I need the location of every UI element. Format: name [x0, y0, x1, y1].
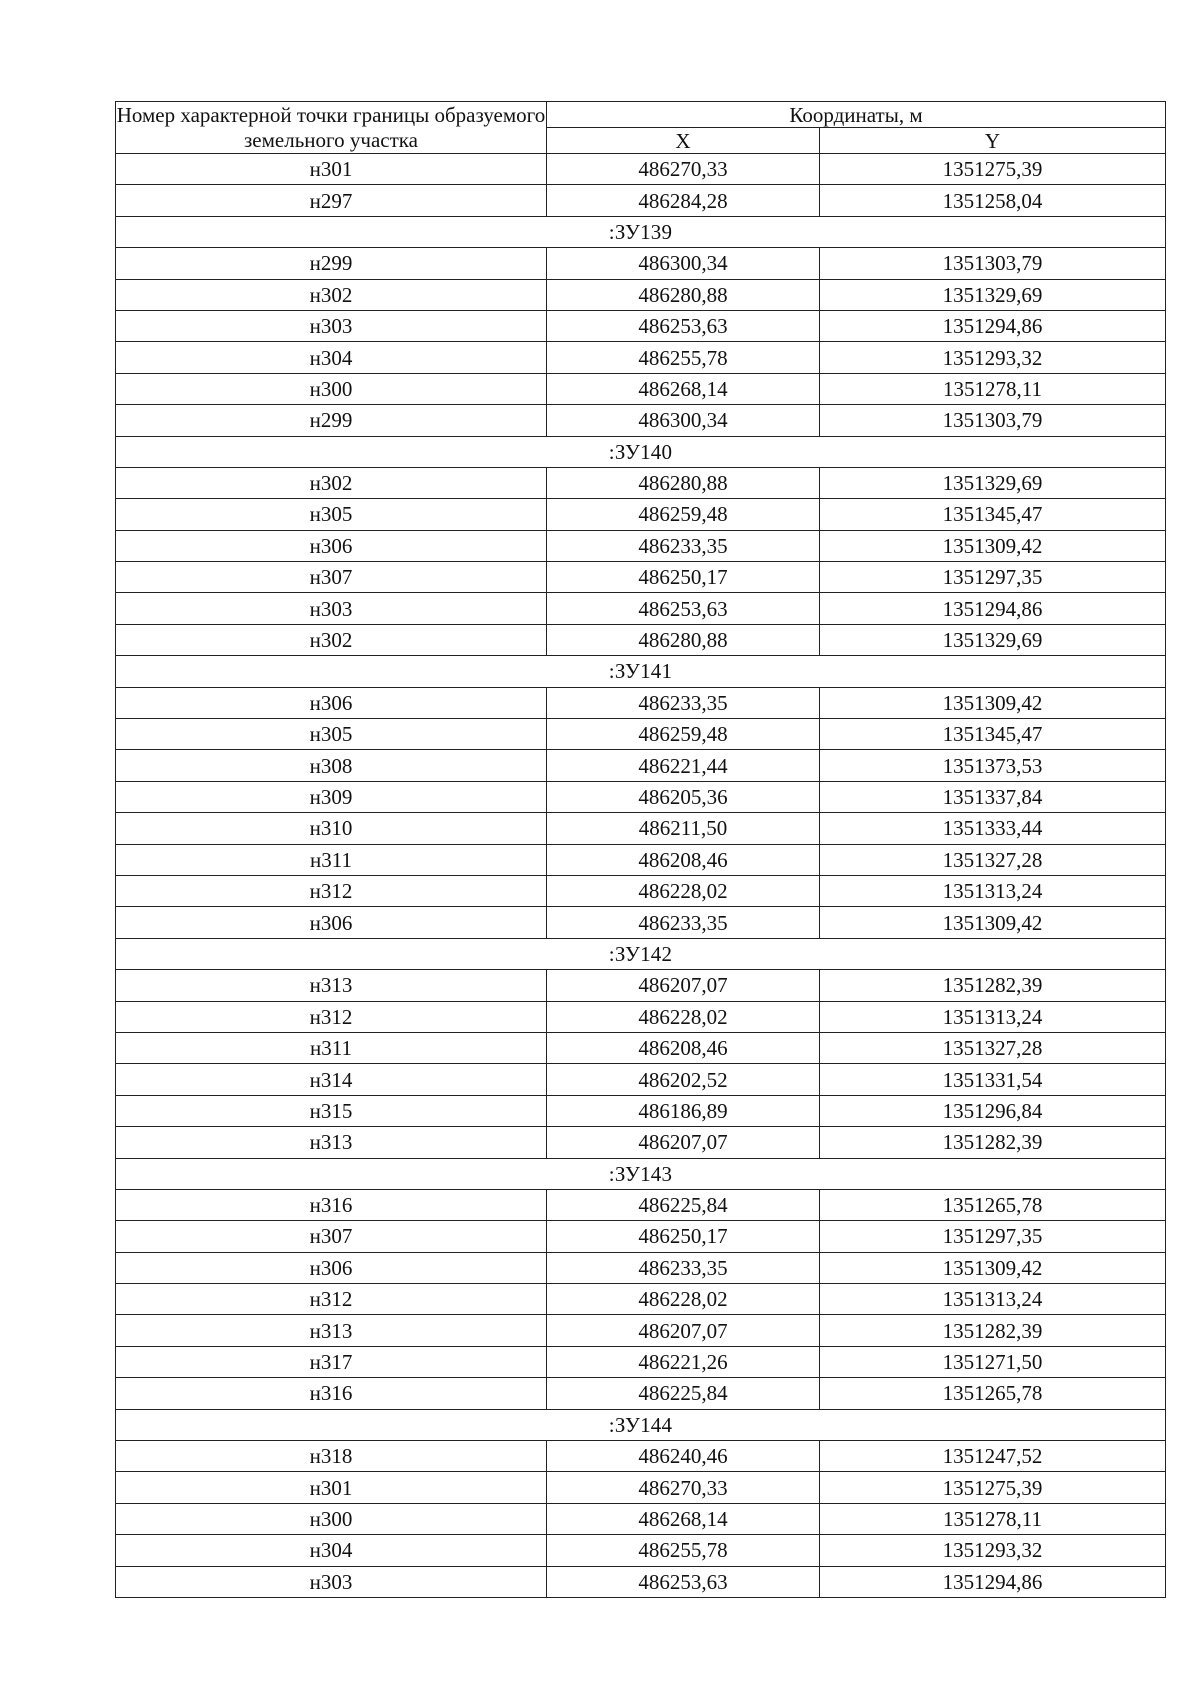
x-coordinate-cell: 486205,36	[547, 781, 820, 812]
table-row	[116, 185, 1166, 216]
table-row	[116, 1346, 1166, 1377]
y-coordinate-cell: 1351337,84	[820, 781, 1166, 812]
y-coordinate-cell: 1351296,84	[820, 1095, 1166, 1126]
x-coordinate-cell: 486268,14	[547, 1503, 820, 1534]
y-coordinate-cell: 1351309,42	[820, 907, 1166, 938]
y-coordinate-cell: 1351297,35	[820, 1221, 1166, 1252]
y-coordinate-cell: 1351309,42	[820, 1252, 1166, 1283]
y-header: Y	[820, 128, 1166, 154]
point-number-cell: н300	[116, 373, 547, 404]
x-coordinate-cell: 486207,07	[547, 1127, 820, 1158]
x-coordinate-cell: 486250,17	[547, 562, 820, 593]
point-number-cell: н314	[116, 1064, 547, 1095]
table-row	[116, 467, 1166, 498]
table-row	[116, 1189, 1166, 1220]
table-row	[116, 1535, 1166, 1566]
x-coordinate-cell: 486300,34	[547, 248, 820, 279]
section-label: :ЗУ143	[116, 1158, 1166, 1189]
y-coordinate-cell: 1351313,24	[820, 1001, 1166, 1032]
table-row	[116, 1284, 1166, 1315]
table-row	[116, 719, 1166, 750]
section-label: :ЗУ141	[116, 656, 1166, 687]
table-row	[116, 1221, 1166, 1252]
x-coordinate-cell: 486284,28	[547, 185, 820, 216]
point-number-cell: н299	[116, 405, 547, 436]
y-coordinate-cell: 1351294,86	[820, 1566, 1166, 1597]
x-coordinate-cell: 486240,46	[547, 1441, 820, 1472]
x-coordinate-cell: 486228,02	[547, 1001, 820, 1032]
point-number-cell: н307	[116, 562, 547, 593]
point-number-cell: н302	[116, 624, 547, 655]
y-coordinate-cell: 1351265,78	[820, 1378, 1166, 1409]
table-row	[116, 342, 1166, 373]
x-coordinate-cell: 486207,07	[547, 1315, 820, 1346]
table-row	[116, 279, 1166, 310]
section-row	[116, 436, 1166, 467]
table-row	[116, 1064, 1166, 1095]
x-coordinate-cell: 486259,48	[547, 719, 820, 750]
x-coordinate-cell: 486255,78	[547, 1535, 820, 1566]
table-header	[116, 102, 1166, 154]
section-row	[116, 216, 1166, 247]
point-number-cell: н297	[116, 185, 547, 216]
table-row	[116, 687, 1166, 718]
y-coordinate-cell: 1351331,54	[820, 1064, 1166, 1095]
table-row	[116, 310, 1166, 341]
table-row	[116, 248, 1166, 279]
point-number-cell: н306	[116, 1252, 547, 1283]
y-coordinate-cell: 1351303,79	[820, 248, 1166, 279]
y-coordinate-cell: 1351282,39	[820, 970, 1166, 1001]
y-coordinate-cell: 1351282,39	[820, 1127, 1166, 1158]
table-row	[116, 593, 1166, 624]
y-coordinate-cell: 1351293,32	[820, 1535, 1166, 1566]
y-coordinate-cell: 1351329,69	[820, 467, 1166, 498]
y-coordinate-cell: 1351313,24	[820, 1284, 1166, 1315]
x-coordinate-cell: 486221,26	[547, 1346, 820, 1377]
point-number-header: Номер характерной точки границы образуемого земельного участка	[116, 103, 546, 152]
point-number-cell: н299	[116, 248, 547, 279]
y-coordinate-cell: 1351282,39	[820, 1315, 1166, 1346]
x-coordinate-cell: 486233,35	[547, 1252, 820, 1283]
table-row	[116, 1378, 1166, 1409]
point-number-cell: н300	[116, 1503, 547, 1534]
y-coordinate-cell: 1351275,39	[820, 154, 1166, 185]
point-number-cell: н303	[116, 310, 547, 341]
table-row	[116, 624, 1166, 655]
table-row	[116, 813, 1166, 844]
table-row	[116, 1503, 1166, 1534]
x-coordinate-cell: 486221,44	[547, 750, 820, 781]
point-number-cell: н304	[116, 342, 547, 373]
x-coordinate-cell: 486225,84	[547, 1378, 820, 1409]
x-coordinate-cell: 486228,02	[547, 1284, 820, 1315]
table-body	[116, 154, 1166, 1598]
y-coordinate-cell: 1351278,11	[820, 1503, 1166, 1534]
point-number-cell: н301	[116, 154, 547, 185]
table-row	[116, 1566, 1166, 1597]
table-row	[116, 1252, 1166, 1283]
y-coordinate-cell: 1351345,47	[820, 499, 1166, 530]
x-coordinate-cell: 486259,48	[547, 499, 820, 530]
x-coordinate-cell: 486228,02	[547, 875, 820, 906]
x-coordinate-cell: 486207,07	[547, 970, 820, 1001]
x-coordinate-cell: 486270,33	[547, 1472, 820, 1503]
point-number-cell: н311	[116, 844, 547, 875]
y-coordinate-cell: 1351327,28	[820, 844, 1166, 875]
y-coordinate-cell: 1351265,78	[820, 1189, 1166, 1220]
point-number-cell: н317	[116, 1346, 547, 1377]
point-number-cell: н306	[116, 687, 547, 718]
x-coordinate-cell: 486225,84	[547, 1189, 820, 1220]
point-number-cell: н310	[116, 813, 547, 844]
point-number-cell: н303	[116, 593, 547, 624]
table-row	[116, 373, 1166, 404]
table-row	[116, 844, 1166, 875]
point-number-cell: н315	[116, 1095, 547, 1126]
section-label: :ЗУ142	[116, 938, 1166, 969]
point-number-cell: н316	[116, 1378, 547, 1409]
y-coordinate-cell: 1351327,28	[820, 1032, 1166, 1063]
table-row	[116, 530, 1166, 561]
point-number-cell: н303	[116, 1566, 547, 1597]
section-row	[116, 1409, 1166, 1440]
x-coordinate-cell: 486270,33	[547, 154, 820, 185]
coordinates-table	[115, 101, 1166, 1598]
point-number-cell: н301	[116, 1472, 547, 1503]
x-coordinate-cell: 486253,63	[547, 1566, 820, 1597]
x-coordinate-cell: 486202,52	[547, 1064, 820, 1095]
y-coordinate-cell: 1351345,47	[820, 719, 1166, 750]
x-coordinate-cell: 486233,35	[547, 530, 820, 561]
point-number-cell: н313	[116, 1315, 547, 1346]
x-coordinate-cell: 486255,78	[547, 342, 820, 373]
point-number-cell: н302	[116, 279, 547, 310]
y-coordinate-cell: 1351294,86	[820, 310, 1166, 341]
point-number-cell: н318	[116, 1441, 547, 1472]
point-number-cell: н313	[116, 970, 547, 1001]
table-row	[116, 1095, 1166, 1126]
point-number-cell: н312	[116, 1284, 547, 1315]
x-coordinate-cell: 486280,88	[547, 279, 820, 310]
table-row	[116, 875, 1166, 906]
y-coordinate-cell: 1351293,32	[820, 342, 1166, 373]
point-number-cell: н302	[116, 467, 547, 498]
y-coordinate-cell: 1351329,69	[820, 279, 1166, 310]
y-coordinate-cell: 1351247,52	[820, 1441, 1166, 1472]
table-row	[116, 1315, 1166, 1346]
x-coordinate-cell: 486280,88	[547, 624, 820, 655]
y-coordinate-cell: 1351294,86	[820, 593, 1166, 624]
point-number-cell: н304	[116, 1535, 547, 1566]
x-coordinate-cell: 486300,34	[547, 405, 820, 436]
section-label: :ЗУ139	[116, 216, 1166, 247]
table-row	[116, 154, 1166, 185]
section-row	[116, 938, 1166, 969]
point-number-cell: н309	[116, 781, 547, 812]
y-coordinate-cell: 1351297,35	[820, 562, 1166, 593]
section-label: :ЗУ144	[116, 1409, 1166, 1440]
x-coordinate-cell: 486233,35	[547, 687, 820, 718]
table-row	[116, 499, 1166, 530]
table-row	[116, 405, 1166, 436]
point-number-cell: н305	[116, 499, 547, 530]
x-coordinate-cell: 486250,17	[547, 1221, 820, 1252]
y-coordinate-cell: 1351333,44	[820, 813, 1166, 844]
x-coordinate-cell: 486280,88	[547, 467, 820, 498]
y-coordinate-cell: 1351303,79	[820, 405, 1166, 436]
x-coordinate-cell: 486253,63	[547, 310, 820, 341]
x-coordinate-cell: 486268,14	[547, 373, 820, 404]
table-row	[116, 1127, 1166, 1158]
section-label: :ЗУ140	[116, 436, 1166, 467]
coordinates-header: Координаты, м	[547, 102, 1166, 128]
point-number-cell: н312	[116, 875, 547, 906]
y-coordinate-cell: 1351329,69	[820, 624, 1166, 655]
y-coordinate-cell: 1351278,11	[820, 373, 1166, 404]
table-row	[116, 970, 1166, 1001]
table-row	[116, 781, 1166, 812]
y-coordinate-cell: 1351373,53	[820, 750, 1166, 781]
x-coordinate-cell: 486186,89	[547, 1095, 820, 1126]
x-coordinate-cell: 486208,46	[547, 1032, 820, 1063]
y-coordinate-cell: 1351275,39	[820, 1472, 1166, 1503]
x-coordinate-cell: 486253,63	[547, 593, 820, 624]
y-coordinate-cell: 1351258,04	[820, 185, 1166, 216]
point-number-cell: н305	[116, 719, 547, 750]
table-row	[116, 1001, 1166, 1032]
section-row	[116, 656, 1166, 687]
table-row	[116, 750, 1166, 781]
table-row	[116, 562, 1166, 593]
point-number-cell: н313	[116, 1127, 547, 1158]
y-coordinate-cell: 1351309,42	[820, 530, 1166, 561]
y-coordinate-cell: 1351309,42	[820, 687, 1166, 718]
x-coordinate-cell: 486208,46	[547, 844, 820, 875]
x-coordinate-cell: 486233,35	[547, 907, 820, 938]
y-coordinate-cell: 1351271,50	[820, 1346, 1166, 1377]
point-number-cell: н306	[116, 907, 547, 938]
table-row	[116, 1441, 1166, 1472]
point-number-cell: н312	[116, 1001, 547, 1032]
x-coordinate-cell: 486211,50	[547, 813, 820, 844]
table-row	[116, 907, 1166, 938]
point-number-cell: н306	[116, 530, 547, 561]
table-row	[116, 1032, 1166, 1063]
point-number-cell: н308	[116, 750, 547, 781]
point-number-cell: н316	[116, 1189, 547, 1220]
table-row	[116, 1472, 1166, 1503]
x-header: X	[547, 128, 820, 154]
section-row	[116, 1158, 1166, 1189]
point-number-cell: н311	[116, 1032, 547, 1063]
y-coordinate-cell: 1351313,24	[820, 875, 1166, 906]
point-number-cell: н307	[116, 1221, 547, 1252]
